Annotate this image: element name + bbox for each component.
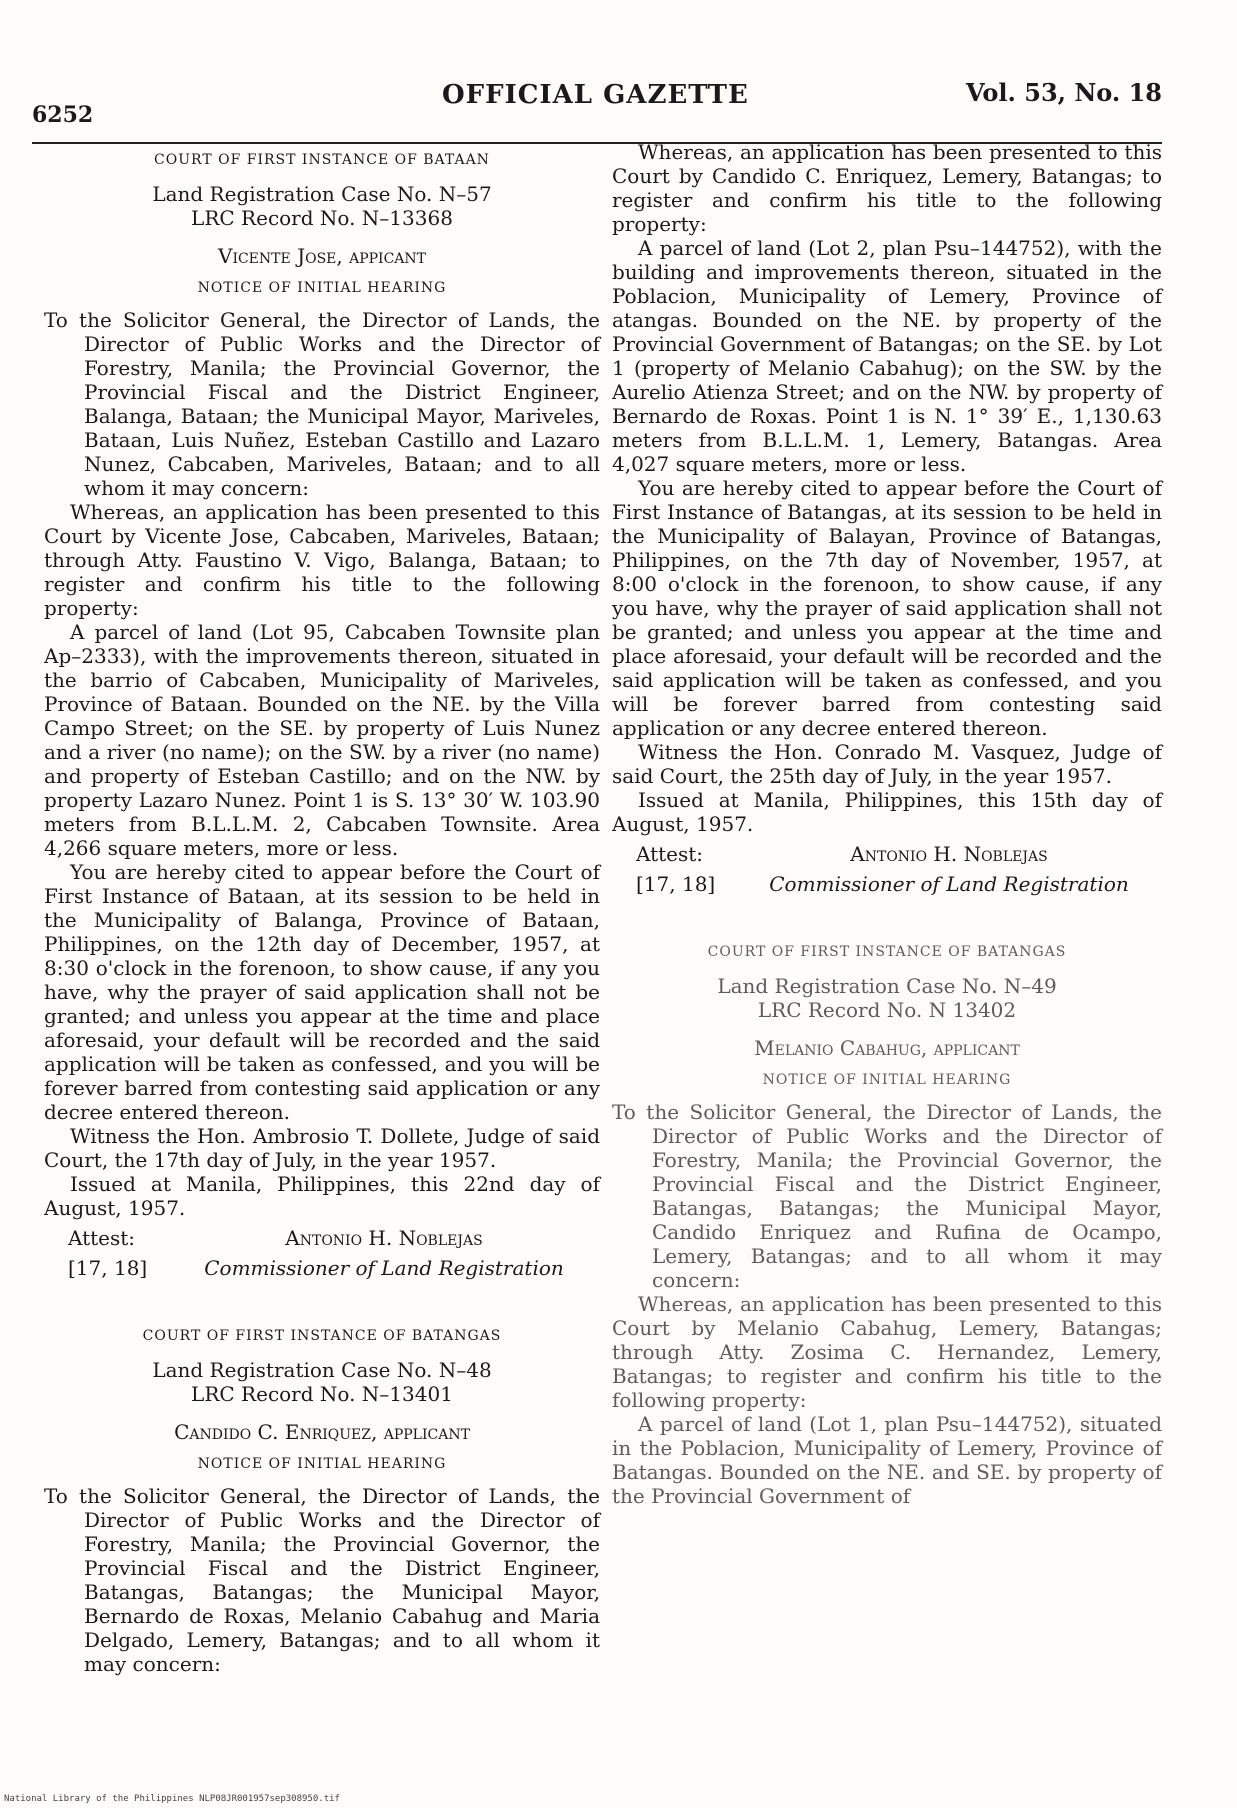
citation-paragraph: You are hereby cited to appear before the Court of First Instance of Batangas, at its session to be held in the Municipality of Balayan, Province of Batangas, Philippines, on the 7th day of November, 1957, at 8:00 o'clock in the forenoon, to show cause, if any you have, why the prayer of said application shall not be granted; and unless you appear at the time and place aforesaid, your default will be recorded and the said application will be taken as confessed, and you will be forever barred from contesting said application or any decree entered thereon. (612, 476, 1162, 740)
section-gap (612, 896, 1162, 932)
attest-role: Commissioner of Land Registration (769, 872, 1129, 896)
witness-paragraph: Witness the Hon. Conrado M. Vasquez, Judge of said Court, the 25th day of July, in the year 1957. (612, 740, 1162, 788)
attest-role: Commissioner of Land Registration (204, 1256, 564, 1280)
lrc-record: LRC Record No. N–13401 (191, 1382, 453, 1406)
left-column (44, 140, 600, 1676)
notice-title: NOTICE OF INITIAL HEARING (197, 280, 447, 296)
issued-paragraph: Issued at Manila, Philippines, this 15th day of August, 1957. (612, 788, 1162, 836)
addressee: To the Solicitor General, the Director of Lands, the Director of Public Works and the Director of Forestry, Manila; the Provincial Governor, the Provincial Fiscal and the District Engineer, Batangas, Batangas; the Municipal Mayor, Candido Enriquez and Rufina de Ocampo, Lemery, Batangas; and to all whom it may concern: (612, 1100, 1162, 1292)
whereas-paragraph: Whereas, an application has been presented to this Court by Candido C. Enriquez, Lemery, Batangas; to register and confirm his title to the following property: (612, 140, 1162, 236)
parcel-description: A parcel of land (Lot 1, plan Psu–144752), situated in the Poblacion, Municipality of Lemery, Province of Batangas. Bounded on the NE. and SE. by property of the Provincial Government of (612, 1412, 1162, 1508)
applicant-name: Vicente Jose, appicant (218, 244, 426, 268)
scan-source-footer: National Library of the Philippines NLP08JR001957sep308950.tif (4, 1794, 340, 1804)
applicant-name: Candido C. Enriquez, applicant (174, 1420, 470, 1444)
witness-paragraph: Witness the Hon. Ambrosio T. Dollete, Judge of said Court, the 17th day of July, in the year 1957. (44, 1124, 600, 1172)
addressee: To the Solicitor General, the Director of Lands, the Director of Public Works and the Director of Forestry, Manila; the Provincial Governor, the Provincial Fiscal and the District Engineer, Batangas, Batangas; the Municipal Mayor, Bernardo de Roxas, Melanio Cabahug and Maria Delgado, Lemery, Batangas; and to all whom it may concern: (44, 1484, 600, 1676)
court-caption: COURT OF FIRST INSTANCE OF BATANGAS (142, 1328, 502, 1344)
citation-paragraph: You are hereby cited to appear before the Court of First Instance of Bataan, at its session to be held in the Municipality of Balanga, Province of Bataan, Philippines, on the 12th day of December, 1957, at 8:30 o'clock in the forenoon, to show cause, if any you have, why the prayer of said application shall not be granted; and unless you appear at the time and place aforesaid, your default will be recorded and the said application will be taken as confessed, and you will be forever barred from contesting said application or any decree entered thereon. (44, 860, 600, 1124)
issue-reference: [17, 18] (68, 1256, 148, 1280)
whereas-paragraph: Whereas, an application has been presented to this Court by Vicente Jose, Cabcaben, Mariveles, Bataan; through Atty. Faustino V. Vigo, Balanga, Bataan; to register and confirm his title to the following property: (44, 500, 600, 620)
case-number: Land Registration Case No. N–57 (152, 182, 492, 206)
gazette-title: OFFICIAL GAZETTE (442, 80, 749, 110)
page-header (32, 70, 1162, 132)
page-number: 6252 (32, 102, 94, 128)
attest-label: Attest: (636, 842, 704, 866)
attest-line (612, 842, 1162, 866)
notice-batangas-n49 (612, 940, 1162, 1508)
notice-batangas-n48-continued (612, 140, 1162, 896)
notice-bataan-n57 (44, 148, 600, 1280)
court-caption: COURT OF FIRST INSTANCE OF BATANGAS (707, 944, 1067, 960)
attest-label: Attest: (68, 1226, 136, 1250)
case-number: Land Registration Case No. N–48 (152, 1358, 492, 1382)
attest-role-line (612, 872, 1162, 896)
issue-reference: [17, 18] (636, 872, 716, 896)
attest-name: Antonio H. Noblejas (285, 1226, 483, 1250)
parcel-description: A parcel of land (Lot 95, Cabcaben Townsite plan Ap–2333), with the improvements thereon, situated in the barrio of Cabcaben, Municipality of Mariveles, Province of Bataan. Bounded on the NE. by the Villa Campo Street; on the SE. by property of Luis Nunez and a river (no name); on the SW. by a river (no name) and property of Esteban Castillo; and on the NW. by property Lazaro Nunez. Point 1 is S. 13° 30′ W. 103.90 meters from B.L.L.M. 2, Cabcaben Townsite. Area 4,266 square meters, more or less. (44, 620, 600, 860)
notice-title: NOTICE OF INITIAL HEARING (762, 1072, 1012, 1088)
right-column (612, 140, 1162, 1508)
lrc-record: LRC Record No. N 13402 (757, 998, 1017, 1022)
whereas-paragraph: Whereas, an application has been presented to this Court by Melanio Cabahug, Lemery, Batangas; through Atty. Zosima C. Hernandez, Lemery, Batangas; to register and confirm his title to the following property: (612, 1292, 1162, 1412)
attest-role-line (44, 1256, 600, 1280)
section-gap (44, 1280, 600, 1316)
lrc-record: LRC Record No. N–13368 (191, 206, 453, 230)
attest-name: Antonio H. Noblejas (850, 842, 1048, 866)
issued-paragraph: Issued at Manila, Philippines, this 22nd day of August, 1957. (44, 1172, 600, 1220)
addressee: To the Solicitor General, the Director of Lands, the Director of Public Works and the Director of Forestry, Manila; the Provincial Governor, the Provincial Fiscal and the District Engineer, Balanga, Bataan; the Municipal Mayor, Mariveles, Bataan, Luis Nuñez, Esteban Castillo and Lazaro Nunez, Cabcaben, Mariveles, Bataan; and to all whom it may concern: (44, 308, 600, 500)
parcel-description: A parcel of land (Lot 2, plan Psu–144752), with the building and improvements thereon, situated in the Poblacion, Municipality of Lemery, Province of atangas. Bounded on the NE. by property of the Provincial Government of Batangas; on the SE. by Lot 1 (property of Melanio Cabahug); on the SW. by the Aurelio Atienza Street; and on the NW. by property of Bernardo de Roxas. Point 1 is N. 1° 39′ E., 1,130.63 meters from B.L.L.M. 1, Lemery, Batangas. Area 4,027 square meters, more or less. (612, 236, 1162, 476)
applicant-name: Melanio Cabahug, applicant (754, 1036, 1020, 1060)
volume-number: Vol. 53, No. 18 (966, 78, 1162, 107)
case-number: Land Registration Case No. N–49 (717, 974, 1057, 998)
notice-title: NOTICE OF INITIAL HEARING (197, 1456, 447, 1472)
attest-line (44, 1226, 600, 1250)
court-caption: COURT OF FIRST INSTANCE OF BATAAN (154, 152, 490, 168)
notice-batangas-n48 (44, 1324, 600, 1676)
